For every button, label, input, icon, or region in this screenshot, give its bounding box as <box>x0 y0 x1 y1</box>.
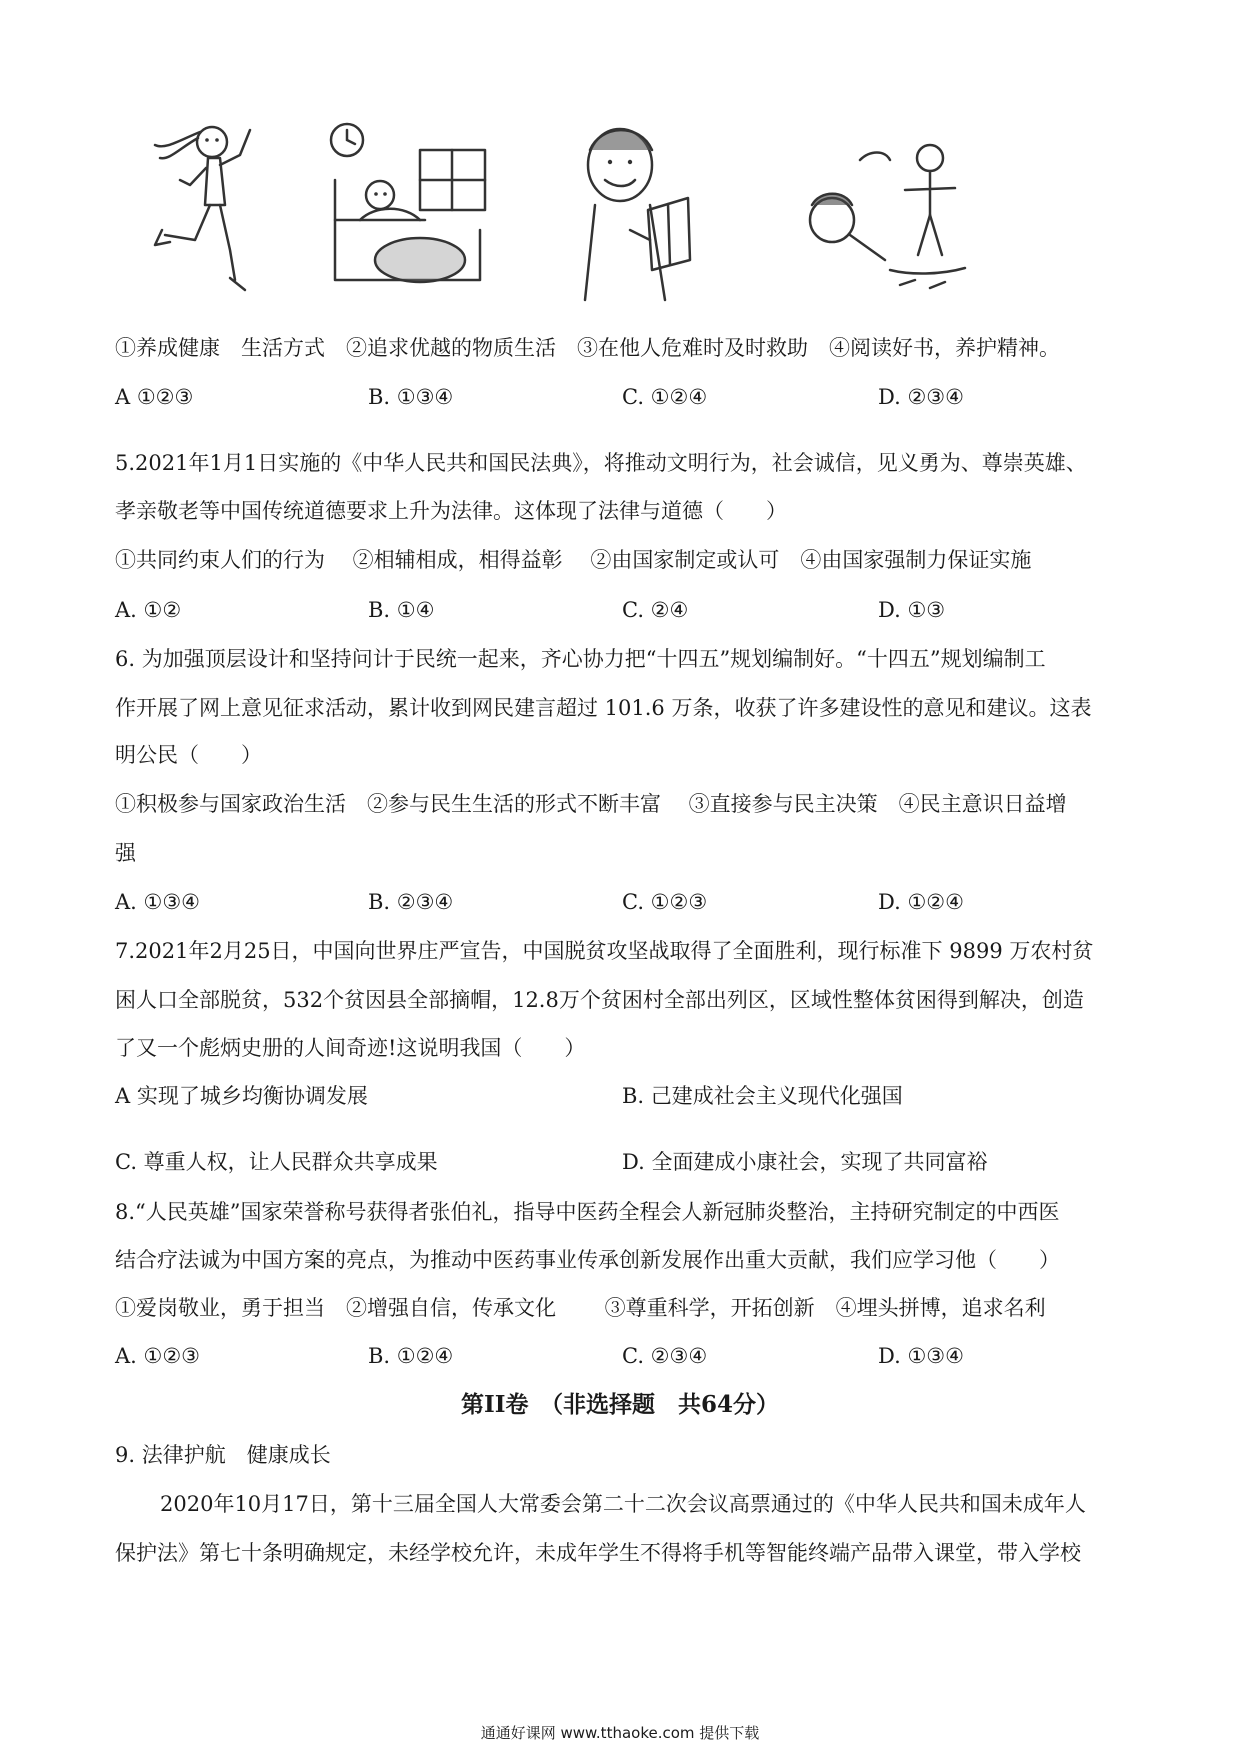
q5-stem-line-2: 孝亲敬老等中国传统道德要求上升为法律。这体现了法律与道德（ ） <box>115 499 787 523</box>
q7-stem-line-1: 7.2021年2月25日，中国向世界庄严宣告，中国脱贫攻坚战取得了全面胜利，现行标准下 9899 万农村贫 <box>115 939 1094 963</box>
q6-stem-line-3: 明公民（ ） <box>115 743 262 767</box>
q8-stem-line-2: 结合疗法诚为中国方案的亮点，为推动中医药事业传承创新发展作出重大贡献，我们应学习他（ ） <box>115 1248 1060 1272</box>
q7-option-a[interactable]: A 实现了城乡均衡协调发展 <box>115 1084 368 1108</box>
q7-stem-line-2: 困人口全部脱贫，532个贫因县全部摘帽，12.8万个贫困村全部出列区，区域性整体贫困得到解决，创造 <box>115 988 1084 1012</box>
q8-option-c[interactable]: C. ②③④ <box>622 1344 708 1368</box>
q8-option-d[interactable]: D. ①③④ <box>878 1344 964 1368</box>
illustration-row <box>150 110 1030 310</box>
q6-stem-line-2: 作开展了网上意见征求活动，累计收到网民建言超过 101.6 万条，收获了许多建设性的意见和建议。这表 <box>115 696 1092 720</box>
q6-statements-line-1: ①积极参与国家政治生活 ②参与民生生活的形式不断丰富 ③直接参与民主决策 ④民主意识日益增 <box>115 792 1067 816</box>
q6-stem-line-1: 6. 为加强顶层设计和坚持问计于民统一起来，齐心协力把“十四五”规划编制好。“十四五”规划编制工 <box>115 647 1046 671</box>
sleeping-boy-illustration <box>325 110 495 310</box>
q5-option-d[interactable]: D. ①③ <box>878 598 946 622</box>
q7-option-d[interactable]: D. 全面建成小康社会，实现了共同富裕 <box>622 1150 988 1174</box>
q5-statements: ①共同约束人们的行为 ②相辅相成，相得益彰 ②由国家制定或认可 ④由国家强制力保证实施 <box>115 548 1032 572</box>
q4-option-d[interactable]: D. ②③④ <box>878 385 964 409</box>
q4-option-c[interactable]: C. ①②④ <box>622 385 708 409</box>
running-girl-illustration <box>150 110 280 310</box>
q4-option-b[interactable]: B. ①③④ <box>368 385 454 409</box>
q8-stem-line-1: 8.“人民英雄”国家荣誉称号获得者张伯礼，指导中医药全程会人新冠肺炎整治，主持研究制定的中西医 <box>115 1200 1060 1224</box>
q6-option-a[interactable]: A. ①③④ <box>115 890 200 914</box>
page-footer: 通通好课网 www.tthaoke.com 提供下载 <box>480 1724 760 1742</box>
q5-option-a[interactable]: A. ①② <box>115 598 182 622</box>
q9-paragraph-line-2: 保护法》第七十条明确规定，未经学校允许，未成年学生不得将手机等智能终端产品带入课堂，带入学校 <box>115 1541 1081 1565</box>
q4-option-a[interactable]: A ①②③ <box>115 385 194 409</box>
q5-option-c[interactable]: C. ②④ <box>622 598 689 622</box>
q4-statements: ①养成健康 生活方式 ②追求优越的物质生活 ③在他人危难时及时救助 ④阅读好书，养护精神。 <box>115 336 1060 360</box>
q8-option-b[interactable]: B. ①②④ <box>368 1344 454 1368</box>
q9-paragraph-line-1: 2020年10月17日，第十三届全国人大常委会第二十二次会议高票通过的《中华人民共和国未成年人 <box>160 1492 1086 1516</box>
q7-option-b[interactable]: B. 己建成社会主义现代化强国 <box>622 1084 903 1108</box>
q5-stem-line-1: 5.2021年1月1日实施的《中华人民共和国民法典》，将推动文明行为，社会诚信，见义勇为、尊崇英雄、 <box>115 451 1087 475</box>
q7-stem-line-3: 了又一个彪炳史册的人间奇迹!这说明我国（ ） <box>115 1036 586 1060</box>
q6-statements-line-2: 强 <box>115 841 136 865</box>
q6-option-c[interactable]: C. ①②③ <box>622 890 708 914</box>
section-2-title: 第II卷 （非选择题 共64分） <box>460 1391 780 1418</box>
rescue-illustration <box>790 110 990 310</box>
q6-option-b[interactable]: B. ②③④ <box>368 890 454 914</box>
q8-option-a[interactable]: A. ①②③ <box>115 1344 200 1368</box>
q8-statements: ①爱岗敬业，勇于担当 ②增强自信，传承文化 ③尊重科学，开拓创新 ④埋头拼博，追求名利 <box>115 1296 1046 1320</box>
q9-heading: 9. 法律护航 健康成长 <box>115 1443 331 1467</box>
q7-option-c[interactable]: C. 尊重人权，让人民群众共享成果 <box>115 1150 438 1174</box>
reading-boy-illustration <box>570 110 700 310</box>
q6-option-d[interactable]: D. ①②④ <box>878 890 964 914</box>
q5-option-b[interactable]: B. ①④ <box>368 598 435 622</box>
